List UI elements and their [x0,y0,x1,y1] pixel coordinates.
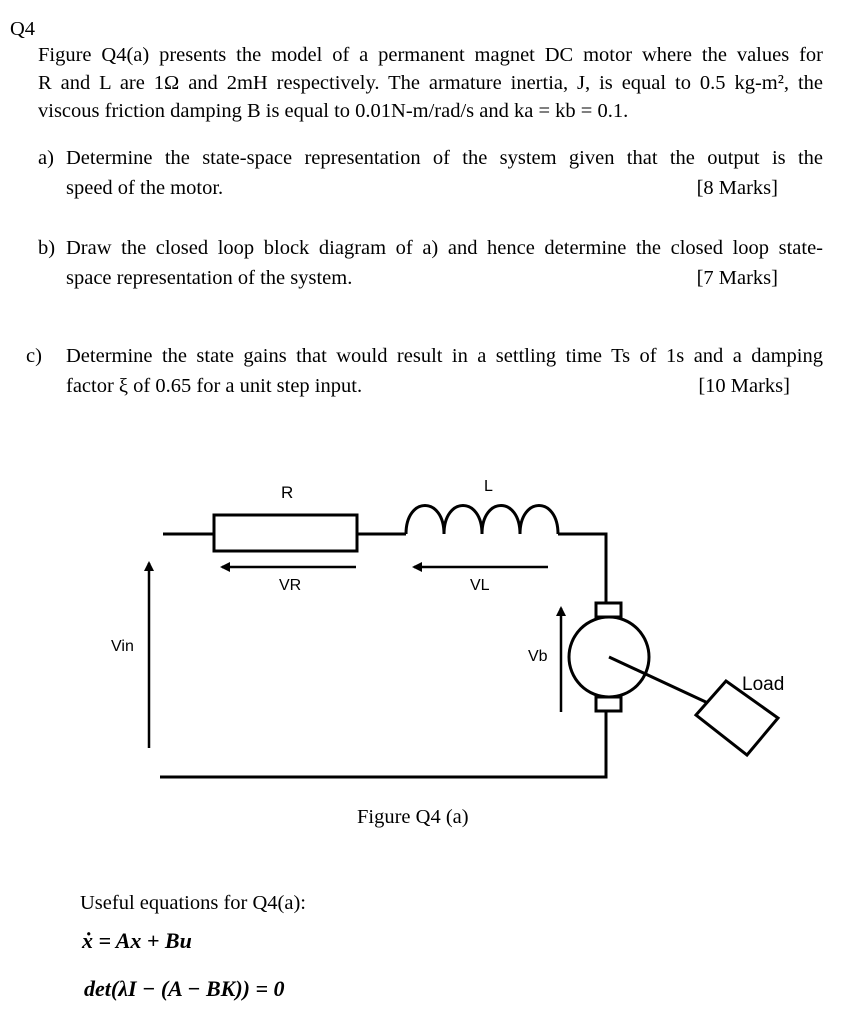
part-c-marks: [10 Marks] [698,375,790,397]
part-a-marks: [8 Marks] [696,177,778,199]
part-c-line-2: factor ξ of 0.65 for a unit step input. [66,375,363,397]
figure-caption: Figure Q4 (a) [357,806,469,828]
part-c-label: c) [26,345,42,367]
wire-top-right [558,534,606,603]
wire-bottom [160,711,606,777]
resistor-symbol [214,515,357,551]
vl-label: VL [470,577,490,594]
vr-label: VR [279,577,302,594]
load-label: Load [742,674,785,695]
vb-label: Vb [528,648,548,665]
part-a-line-2: speed of the motor. [66,177,224,199]
equation-characteristic: det(λI − (A − BK)) = 0 [84,976,285,1001]
part-b-marks: [7 Marks] [696,267,778,289]
intro-line-1: Figure Q4(a) presents the model of a permanent magnet DC motor where the values for [38,44,823,66]
equation-state: ẋ = Ax + Bu [82,928,192,953]
part-b-label: b) [38,237,56,259]
vin-label: Vin [111,638,134,655]
part-c-line-1: Determine the state gains that would result in a settling time Ts of 1s and a damping [66,345,823,367]
inductor-label: L [484,478,493,495]
part-a-label: a) [38,147,54,169]
part-a-line-1: Determine the state-space representation of the system given that the output is the [66,147,823,169]
inductor-symbol [406,506,558,535]
motor-brush-top [596,603,621,617]
intro-line-2: R and L are 1Ω and 2mH respectively. The armature inertia, J, is equal to 0.5 kg-m², the [38,72,823,94]
part-b-line-2: space representation of the system. [66,267,353,289]
motor-brush-bottom [596,697,621,711]
intro-line-3: viscous friction damping B is equal to 0.01N-m/rad/s and ka = kb = 0.1. [38,100,629,122]
resistor-label: R [281,483,294,502]
equations-title: Useful equations for Q4(a): [80,892,307,914]
question-number: Q4 [10,18,36,40]
part-b-line-1: Draw the closed loop block diagram of a) and hence determine the closed loop state- [66,237,823,259]
